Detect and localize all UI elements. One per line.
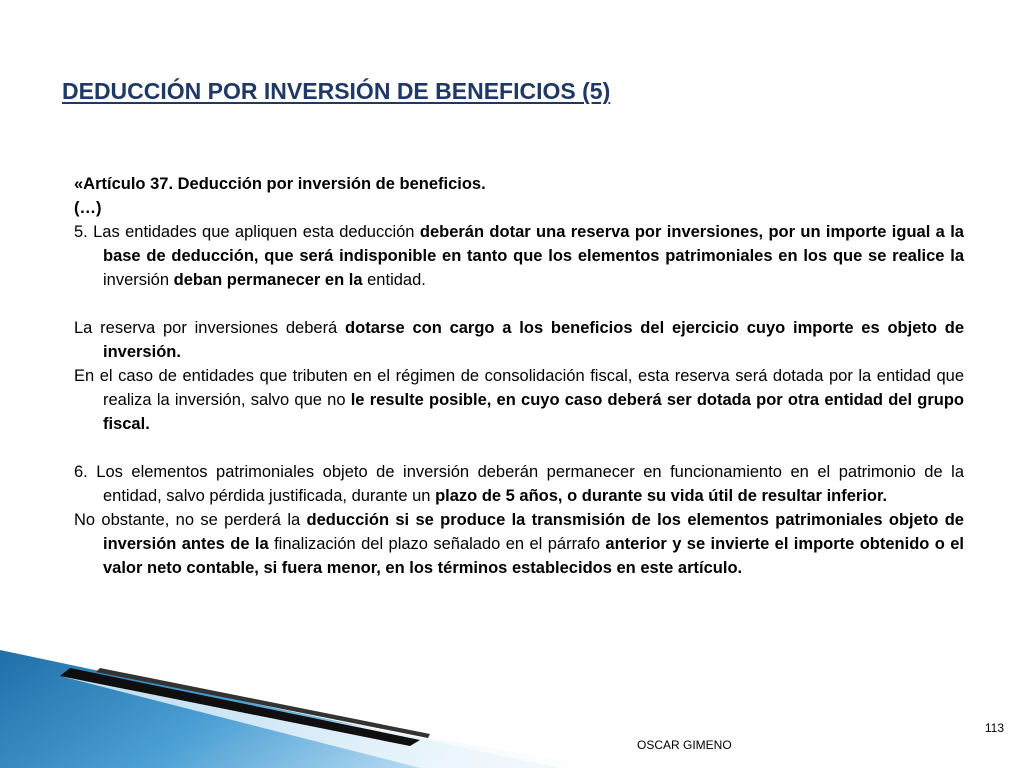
- reserva-text-1: La reserva por inversiones deberá: [74, 319, 346, 337]
- p5-text-1: 5. Las entidades que apliquen esta deducción: [74, 223, 420, 241]
- no-obstante-bold-2: anterior y se invierte el importe obtenido o el valor neto contable, si fuera menor, en los términos establecidos en este artículo.: [103, 535, 964, 577]
- p6-text-1: 6. Los elementos patrimoniales objeto de inversión deberán permanecer en funcionamiento en el patrimonio de la entidad, salvo pérdida justificada, durante un: [74, 463, 964, 505]
- consolidacion-text-1: En el caso de entidades que tributen en el régimen de consolidación fiscal, esta reserva será dotada por la entidad que realiza la inversión, salvo que no: [74, 367, 964, 409]
- reserva-bold-1: dotarse con cargo a los beneficios del ejercicio cuyo importe es objeto de inversión.: [103, 319, 965, 361]
- no-obstante-text-1: No obstante, no se perderá la: [74, 511, 307, 529]
- no-obstante-text-2: finalización del plazo señalado en el párrafo: [268, 535, 606, 553]
- ellipsis-paragraph: [74, 196, 964, 220]
- paragraph-5: [74, 220, 964, 292]
- p5-bold-2: deban permanecer en la: [173, 271, 363, 289]
- decor-light-band: [60, 676, 610, 768]
- p5-text-2: inversión: [103, 271, 174, 289]
- ellipsis-text: (…): [74, 199, 102, 217]
- page-number: 113: [984, 721, 1004, 735]
- p6-bold-1: plazo de 5 años, o durante su vida útil de resultar inferior.: [435, 487, 888, 505]
- decor-dark-stripe: [60, 668, 420, 746]
- paragraph-6: [74, 460, 964, 508]
- footer-author: OSCAR GIMENO: [637, 738, 732, 752]
- p5-bold-1: deberán dotar una reserva por inversiones, por un importe igual a la base de deducción, que será indisponible en tanto que los elementos patrimoniales en los que se realice la: [103, 223, 964, 265]
- article-body: [74, 172, 964, 580]
- p5-text-3: entidad.: [362, 271, 426, 289]
- no-obstante-bold-1: deducción si se produce la transmisión de los elementos patrimoniales objeto de inversión antes de la: [103, 511, 964, 553]
- decor-blue-band: [0, 650, 560, 768]
- paragraph-no-obstante: [74, 508, 964, 580]
- paragraph-consolidacion: [74, 364, 964, 436]
- article-heading: [74, 172, 964, 196]
- article-heading-text: «Artículo 37. Deducción por inversión de beneficios.: [74, 175, 486, 193]
- consolidacion-bold-1: le resulte posible, en cuyo caso deberá ser dotada por otra entidad del grupo fiscal.: [103, 391, 964, 433]
- slide-title: DEDUCCIÓN POR INVERSIÓN DE BENEFICIOS (5): [62, 78, 611, 104]
- paragraph-reserva: [74, 316, 964, 364]
- decor-dark-stripe-2: [96, 668, 430, 738]
